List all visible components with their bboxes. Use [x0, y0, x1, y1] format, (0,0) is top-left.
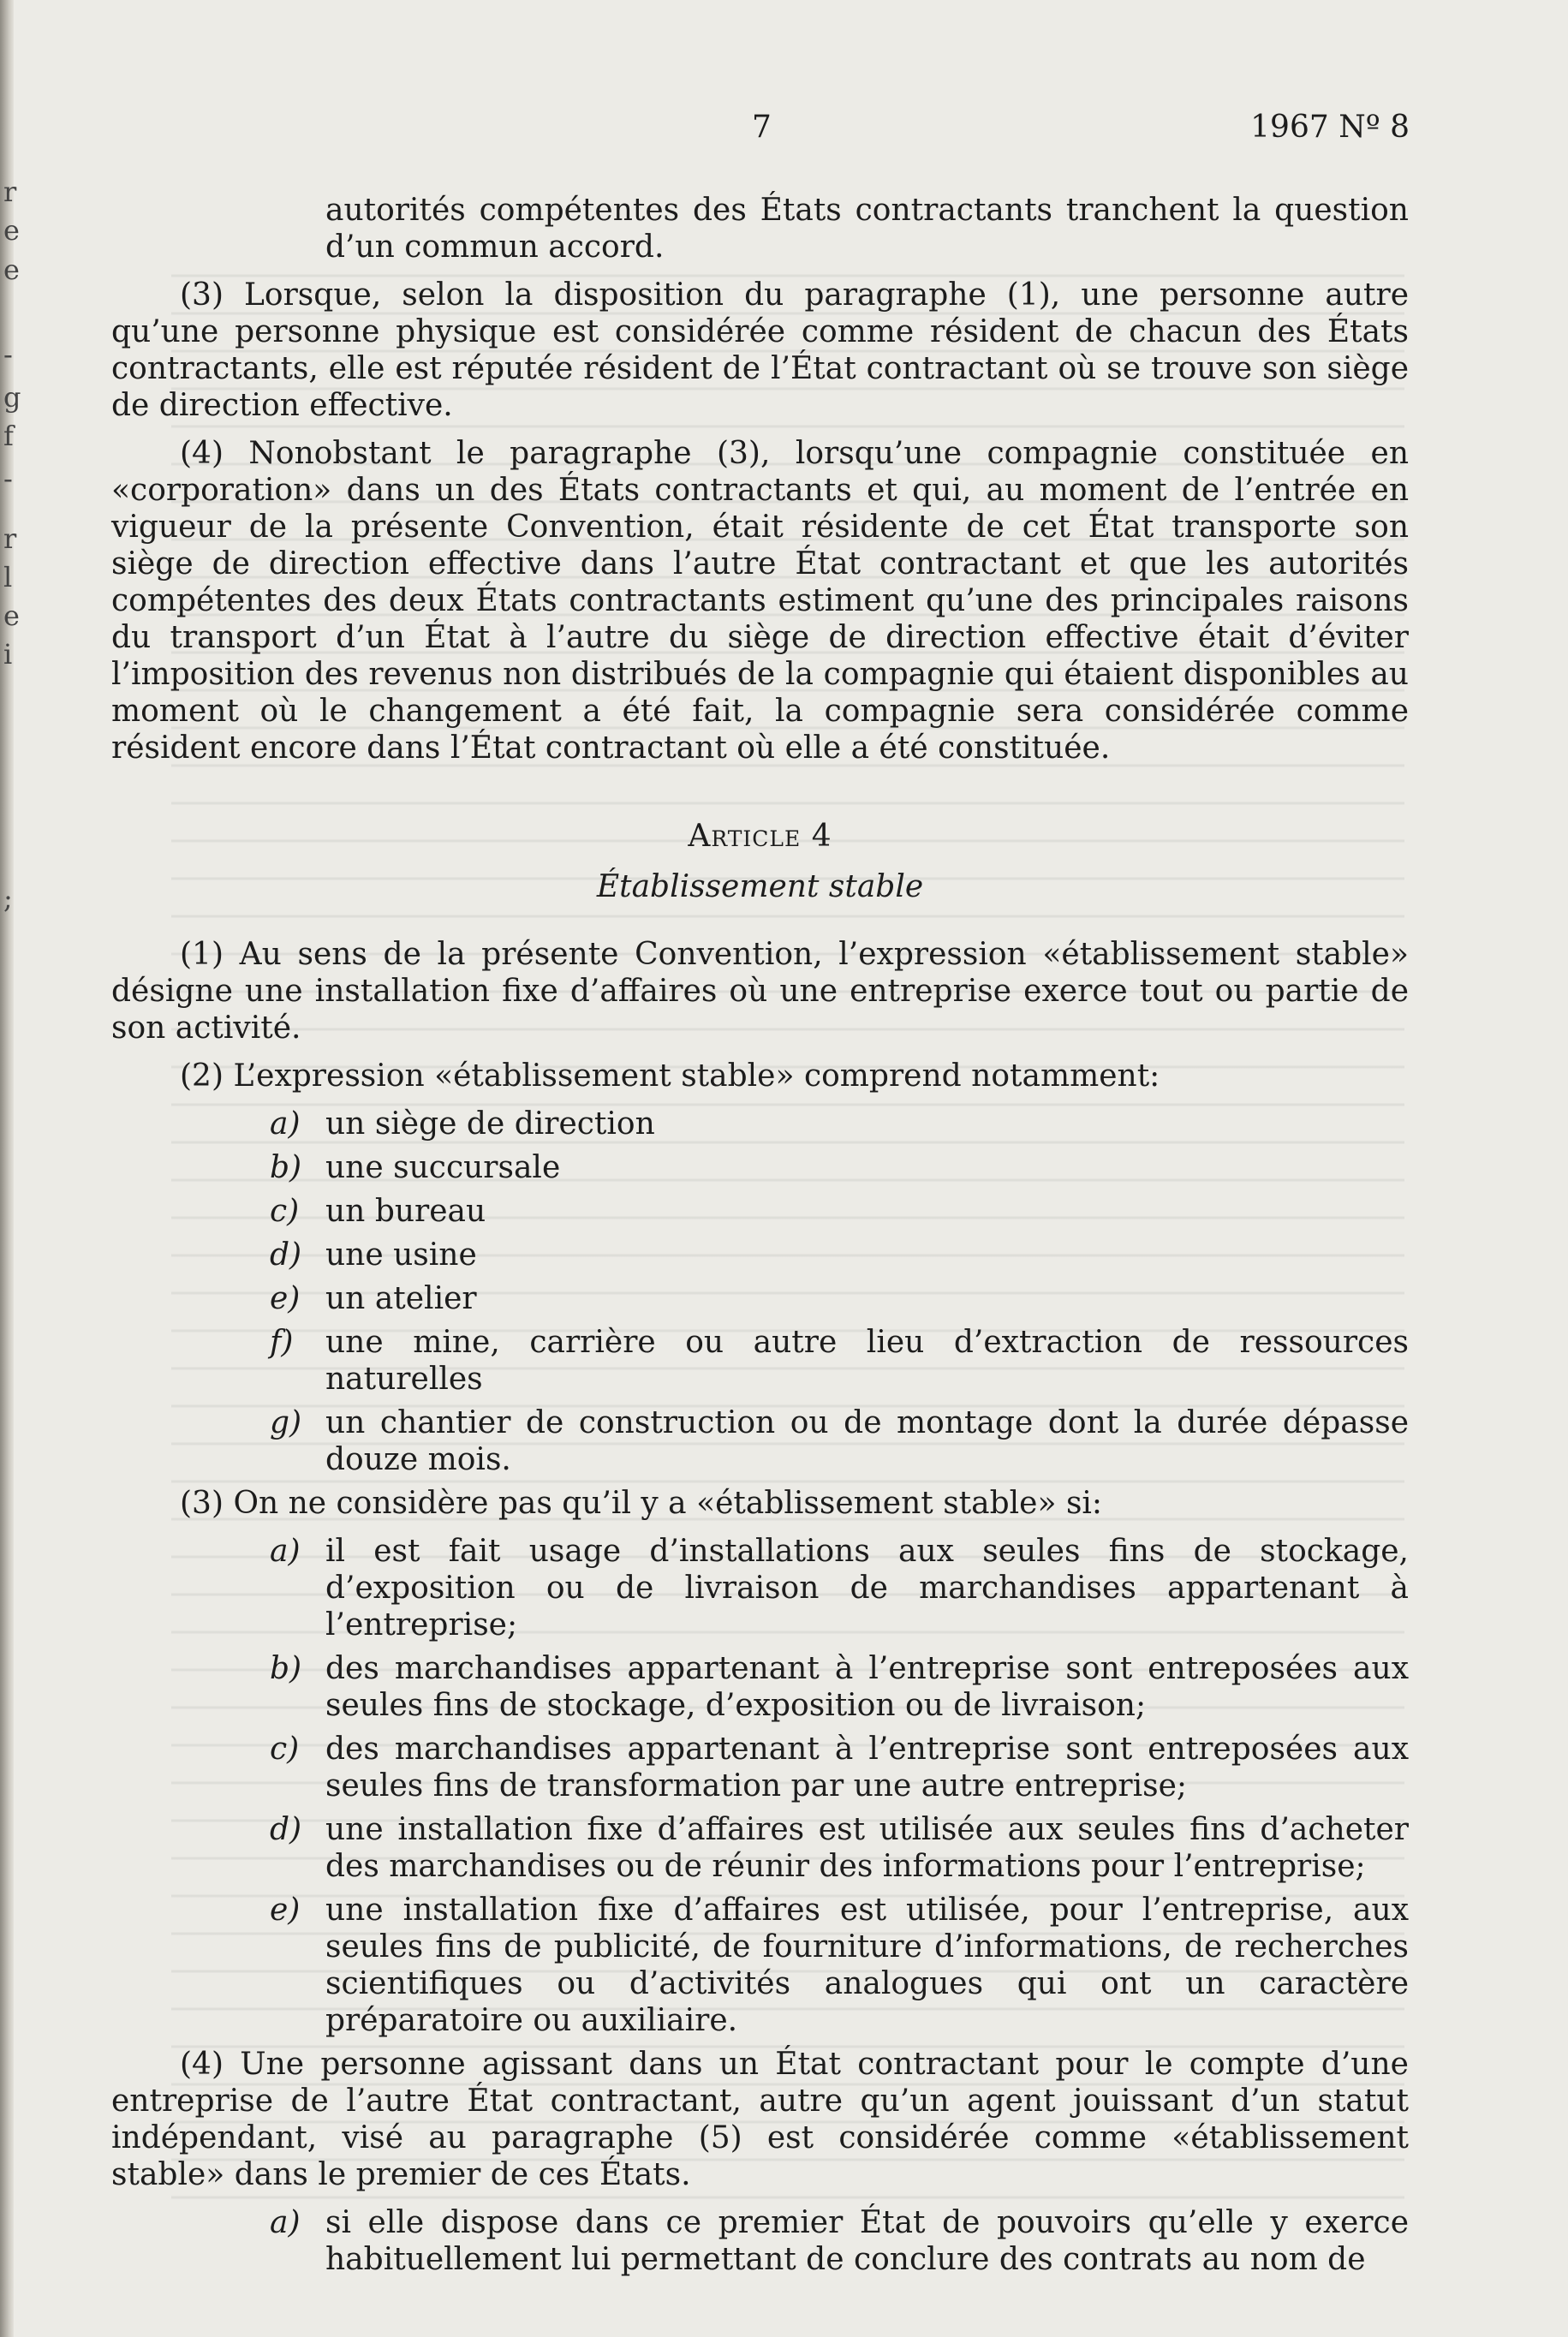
article-subtitle: Établissement stable [596, 869, 924, 904]
list-text: une installation fixe d’affaires est utilisée aux seules fins d’acheter des marchandises ou de réunir des informations pour l’entreprise; [325, 1812, 1409, 1884]
margin-mark: e [3, 214, 20, 247]
list-para4 [111, 2204, 1409, 2278]
list-para3 [111, 1533, 1409, 2039]
list-text: il est fait usage d’installations aux seules fins de stockage, d’exposition ou de livraison de marchandises appartenant à l’entreprise; [325, 1534, 1409, 1642]
list-label: d) [270, 1812, 302, 1847]
page-number: 7 [752, 110, 772, 145]
list-item [111, 1149, 1409, 1186]
margin-mark: l [3, 561, 13, 593]
paragraph: (4) Une personne agissant dans un État contractant pour le compte d’une entreprise de l’autre État contractant, autre qu’un agent jouissant d’un statut indépendant, visé au paragraphe (5) est considérée comme «établissement stable» dans le premier de ces États. [111, 2047, 1409, 2192]
list-item [111, 2204, 1409, 2278]
list-label: c) [270, 1732, 300, 1767]
margin-mark: - [3, 338, 13, 371]
document-body [111, 192, 1409, 2285]
paragraph: (4) Nonobstant le paragraphe (3), lorsqu’une compagnie constituée en «corporation» dans un des États contractants et qui, au moment de l’entrée en vigueur de la présente Convention, était résidente de cet État transporte son siège de direction effective dans l’autre État contractant et que les autorités compétentes des deux États contractants estiment qu’une des principales raisons du transport d’un État à l’autre du siège de direction effective était d’éviter l’imposition des revenus non distribués de la compagnie qui étaient disponibles au moment où le changement a été fait, la compagnie sera considérée comme résident encore dans l’État contractant où elle a été constituée. [111, 436, 1409, 766]
list-text: un bureau [325, 1194, 486, 1229]
list-item [111, 1193, 1409, 1230]
margin-mark: - [3, 462, 13, 495]
list-item [111, 1106, 1409, 1142]
list-text: une usine [325, 1237, 477, 1273]
list-label: f) [270, 1325, 294, 1360]
list-text: un chantier de construction ou de montage dont la durée dépasse douze mois. [325, 1405, 1409, 1477]
margin-mark: r [3, 176, 17, 208]
paragraph: (1) Au sens de la présente Convention, l’expression «établissement stable» désigne une installation fixe d’affaires où une entreprise exerce tout ou partie de son activité. [111, 937, 1409, 1046]
list-text: un atelier [325, 1281, 477, 1316]
list-text: si elle dispose dans ce premier État de pouvoirs qu’elle y exerce habituellement lui permettant de conclure des contrats au nom de [325, 2205, 1409, 2277]
paragraph: autorités compétentes des États contractants tranchent la question d’un commun accord. [325, 193, 1409, 265]
paragraph: (3) On ne considère pas qu’il y a «établissement stable» si: [180, 1486, 1103, 1521]
list-text: une mine, carrière ou autre lieu d’extraction de ressources naturelles [325, 1325, 1409, 1397]
list-item [111, 1237, 1409, 1273]
list-label: e) [270, 1893, 301, 1928]
list-text: une succursale [325, 1150, 561, 1185]
margin-mark: i [3, 638, 13, 671]
paragraph: (3) Lorsque, selon la disposition du paragraphe (1), une personne autre qu’une personne physique est considérée comme résident de chacun des États contractants, elle est réputée résident de l’État contractant où se trouve son siège de direction effective. [111, 277, 1409, 423]
list-text: une installation fixe d’affaires est utilisée, pour l’entreprise, aux seules fins de publicité, de fourniture d’informations, de recherches scientifiques ou d’activités analogues qui ont un caractère préparatoire ou auxiliaire. [325, 1893, 1409, 2038]
list-label: b) [270, 1651, 302, 1686]
list-item [111, 1280, 1409, 1317]
list-text: des marchandises appartenant à l’entreprise sont entreposées aux seules fins de transformation par une autre entreprise; [325, 1732, 1409, 1803]
page-header [0, 110, 1568, 152]
list-text: un siège de direction [325, 1106, 655, 1142]
list-label: a) [270, 1534, 301, 1569]
list-item [111, 1731, 1409, 1804]
list-label: a) [270, 2205, 301, 2240]
list-item [111, 1650, 1409, 1724]
list-text: des marchandises appartenant à l’entreprise sont entreposées aux seules fins de stockage, d’exposition ou de livraison; [325, 1651, 1409, 1723]
margin-mark: g [3, 381, 21, 414]
issue-number: 1967 Nº 8 [1250, 110, 1410, 145]
margin-mark: e [3, 599, 20, 632]
list-label: a) [270, 1106, 301, 1142]
margin-mark: e [3, 253, 20, 286]
paragraph: (2) L’expression «établissement stable» comprend notamment: [180, 1058, 1160, 1094]
list-label: b) [270, 1150, 302, 1185]
list-item [111, 1892, 1409, 2039]
margin-mark: r [3, 522, 17, 555]
list-label: d) [270, 1237, 302, 1273]
list-label: e) [270, 1281, 301, 1316]
list-item [111, 1324, 1409, 1398]
list-item [111, 1404, 1409, 1478]
margin-mark: f [3, 420, 14, 452]
margin-mark: ; [3, 882, 13, 915]
list-item [111, 1811, 1409, 1885]
article-title: Article 4 [688, 819, 832, 854]
list-label: g) [270, 1405, 302, 1440]
list-label: c) [270, 1194, 300, 1229]
list-item [111, 1533, 1409, 1643]
list-para2 [111, 1106, 1409, 1478]
